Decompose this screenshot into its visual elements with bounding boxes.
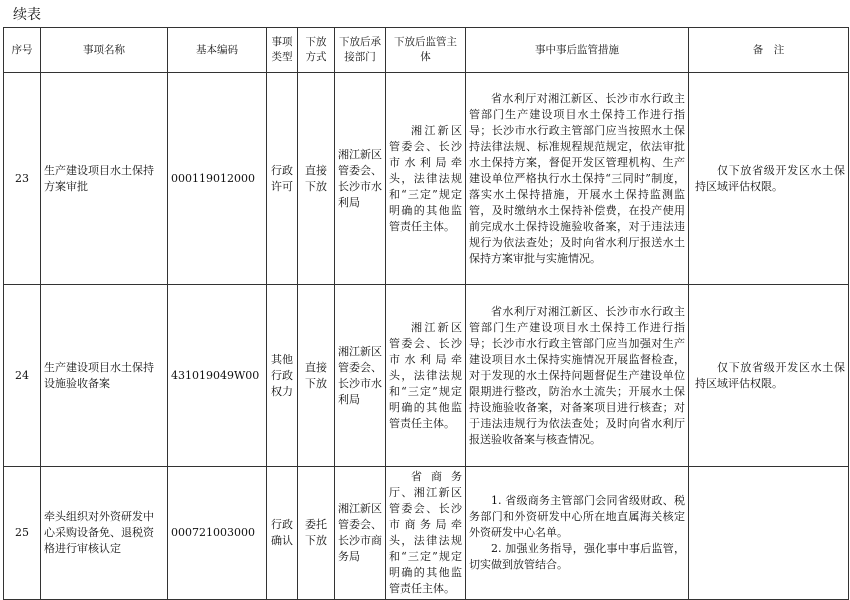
row-measures <box>466 467 689 600</box>
supervision-table <box>3 27 849 600</box>
row-measures: 省水利厅对湘江新区、长沙市水行政主管部门生产建设项目水土保持工作进行指导；长沙市水行政主管部门应当加强对生产建设项目水土保持实施情况开展监督检查，对于发现的水土保持问题督促生产建设单位限期进行整改，防治水土流失；开展水土保持设施验收备案，对备案项目进行核查；对于违法违规行为依法查处；及时向省水利厅报送验收备案与核查情况。 <box>466 285 689 467</box>
row-subject: 湘江新区管委会、长沙市水利局牵头，法律法规和“三定”规定明确的其他监管责任主体。 <box>386 285 466 467</box>
row-code: 431019049W00 <box>168 285 267 467</box>
row-method: 直接下放 <box>298 285 335 467</box>
header-method: 下放方式 <box>298 28 335 73</box>
table-header-row <box>4 28 849 73</box>
row-no: 25 <box>4 467 41 600</box>
row-subject: 湘江新区管委会、长沙市水利局牵头，法律法规和“三定”规定明确的其他监管责任主体。 <box>386 73 466 285</box>
header-code: 基本编码 <box>168 28 267 73</box>
row-method: 委托下放 <box>298 467 335 600</box>
measure-item: 2. 加强业务指导，强化事中事后监管，切实做到放管结合。 <box>469 542 685 571</box>
header-no: 序号 <box>4 28 41 73</box>
row-code: 000721003000 <box>168 467 267 600</box>
row-type: 行政确认 <box>267 467 298 600</box>
header-type: 事项类型 <box>267 28 298 73</box>
header-name: 事项名称 <box>41 28 168 73</box>
table-row <box>4 285 849 467</box>
page-title: 续表 <box>13 7 41 23</box>
header-subject: 下放后监管主体 <box>386 28 466 73</box>
row-dept: 湘江新区管委会、长沙市水利局 <box>335 73 386 285</box>
row-no: 23 <box>4 73 41 285</box>
row-type: 其他行政权力 <box>267 285 298 467</box>
header-dept: 下放后承接部门 <box>335 28 386 73</box>
row-name: 牵头组织对外资研发中心采购设备免、退税资格进行审核认定 <box>41 467 168 600</box>
row-code: 000119012000 <box>168 73 267 285</box>
row-method: 直接下放 <box>298 73 335 285</box>
row-type: 行政许可 <box>267 73 298 285</box>
header-remark: 备 注 <box>689 28 849 73</box>
row-no: 24 <box>4 285 41 467</box>
row-subject: 省商务厅、湘江新区管委会、长沙市商务局牵头，法律法规和“三定”规定明确的其他监管责任主体。 <box>386 467 466 600</box>
row-name: 生产建设项目水土保持方案审批 <box>41 73 168 285</box>
row-dept: 湘江新区管委会、长沙市水利局 <box>335 285 386 467</box>
header-measures: 事中事后监管措施 <box>466 28 689 73</box>
row-remark: 仅下放省级开发区水土保持区域评估权限。 <box>689 285 849 467</box>
row-measures: 省水利厅对湘江新区、长沙市水行政主管部门生产建设项目水土保持工作进行指导；长沙市水行政主管部门应当按照水土保持法律法规、标准规程规范规定，依法审批水土保持方案，督促开发区管理机构、生产建设单位严格执行水土保持“三同时”制度，落实水土保持措施，开展水土保持监测监管，及时缴纳水土保持补偿费，在投产使用前完成水土保持设施验收备案，对于违法违规行为依法查处；及时向省水利厅报送水土保持方案审批与实施情况。 <box>466 73 689 285</box>
table-row <box>4 73 849 285</box>
measure-item: 1. 省级商务主管部门会同省级财政、税务部门和外资研发中心所在地直属海关核定外资研发中心名单。 <box>469 494 685 539</box>
row-name: 生产建设项目水土保持设施验收备案 <box>41 285 168 467</box>
table-row <box>4 467 849 600</box>
row-remark <box>689 467 849 600</box>
row-dept: 湘江新区管委会、长沙市商务局 <box>335 467 386 600</box>
row-remark: 仅下放省级开发区水土保持区域评估权限。 <box>689 73 849 285</box>
